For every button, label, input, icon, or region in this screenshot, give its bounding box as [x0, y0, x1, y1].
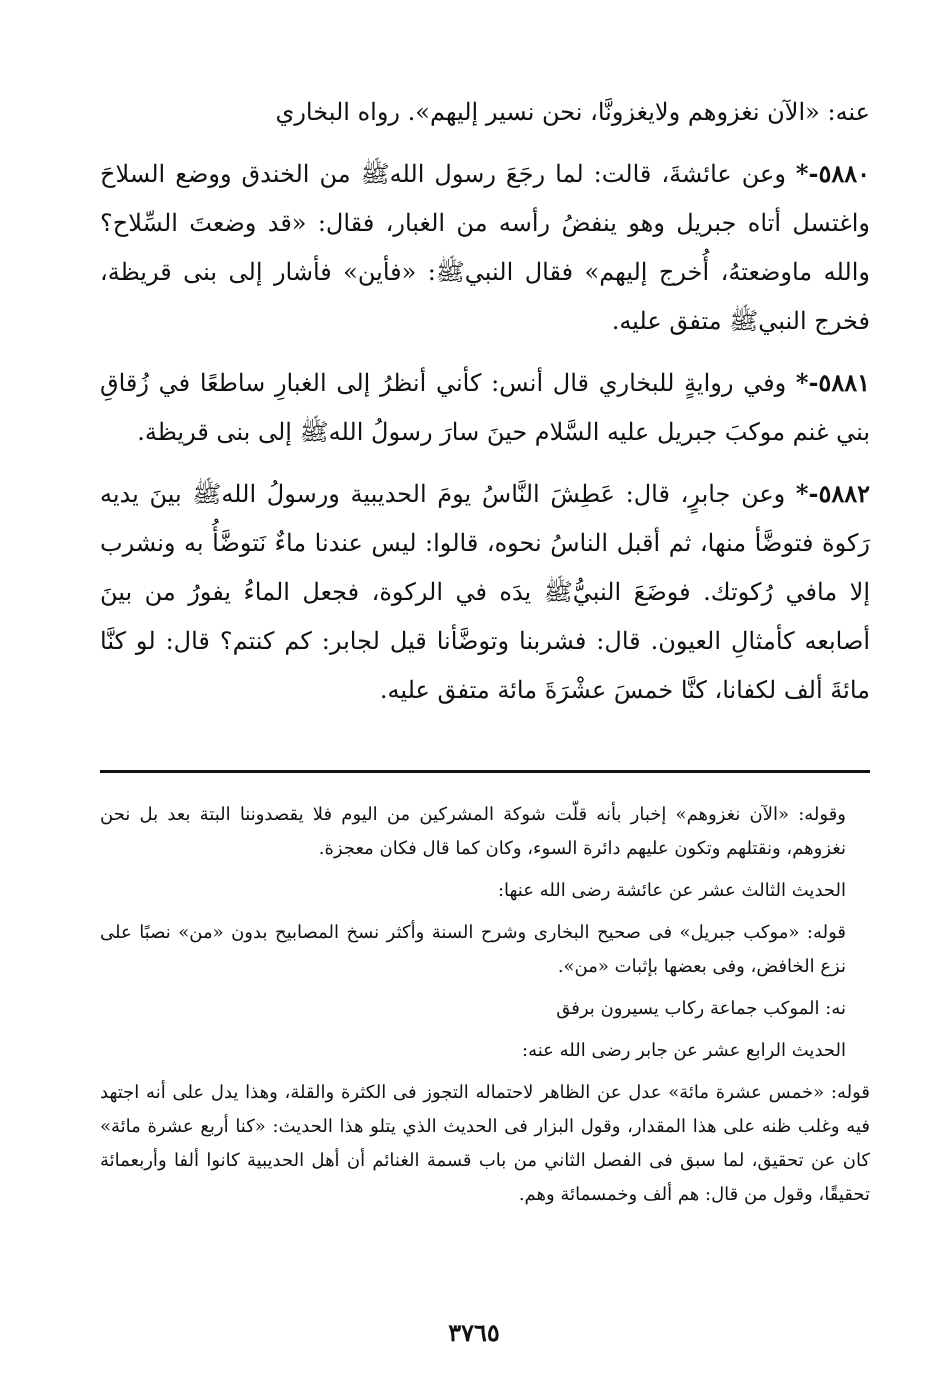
commentary-paragraph: نه: الموكب جماعة ركاب يسيرون برفق [556, 998, 846, 1019]
hadith-number: ٥٨٨١-* [795, 368, 870, 397]
hadith-text: وفي روايةٍ للبخاري قال أنس: كأني أنظرُ إلى الغبارِ ساطعًا في زُقاقِ بني غنم موكبَ جبريل عليه السَّلام حينَ سارَ رسولُ اللهﷺ إلى بنى قريظة. [100, 369, 870, 446]
commentary-paragraph: قوله: «خمس عشرة مائة» عدل عن الظاهر لاحتماله التجوز فى الكثرة والقلة، وهذا يدل على أنه اجتهد فيه وغلب ظنه على هذا المقدار، وقول البزار فى الحديث الذي يتلو هذا الحديث: «كنا أربع عشرة مائة» كان عن تحقيق، لما سبق فى الفصل الثاني من باب قسمة الغنائم أن أهل الحديبية كانوا ألفا وأربعمائة تحقيقًا، وقول من قال: هم ألف وخمسمائة وهم. [100, 1082, 870, 1205]
commentary-paragraph: قوله: «موكب جبريل» فى صحيح البخارى وشرح السنة وأكثر نسخ المصابيح بدون «من» نصبًا على نزع الخافض، وفى بعضها بإثبات «من». [100, 922, 846, 977]
commentary-heading: الحديث الثالث عشر عن عائشة رضى الله عنها: [497, 880, 846, 901]
hadith-5880 [100, 149, 870, 346]
page-number: ٣٧٦٥ [448, 1318, 500, 1347]
main-text [100, 88, 870, 727]
hadith-5882 [100, 469, 870, 715]
commentary-paragraph: وقوله: «الآن نغزوهم» إخبار بأنه قلّت شوكة المشركين من اليوم فلا يقصدوننا البتة بعد بل نحن نغزوهم، ونقتلهم وتكون عليهم دائرة السوء، وكان كما قال فكان معجزة. [100, 804, 846, 859]
main-first-line: عنه: «الآن نغزوهم ولايغزونَّا، نحن نسير إليهم». رواه البخاري [275, 98, 870, 126]
hadith-number: ٥٨٨٠-* [795, 159, 870, 188]
hadith-text: وعن عائشةَ، قالت: لما رجَعَ رسول اللهﷺ من الخندق ووضع السلاحَ واغتسل أتاه جبريل وهو ينفضُ رأسه من الغبار، فقال: «قد وضعتَ السِّلاح؟ والله ماوضعتهُ، أُخرج إليهم» فقال النبيﷺ: «فأين» فأشار إلى بنى قريظة، فخرج النبيﷺ متفق عليه. [100, 160, 870, 335]
commentary [100, 798, 870, 1220]
divider [100, 770, 870, 773]
hadith-5881 [100, 358, 870, 457]
hadith-text: وعن جابرٍ، قال: عَطِشَ النَّاسُ يومَ الحديبية ورسولُ اللهﷺ بينَ يديه رَكوة فتوضَّأ منها، ثم أقبل الناسُ نحوه، قالوا: ليس عندنا ماءٌ نَتوضَّأُ به ونشرب إلا مافي رُكوتك. فوضَعَ النبيُّﷺ يدَه في الركوة، فجعل الماءُ يفورُ من بينَ أصابعه كأمثالِ العيون. قال: فشربنا وتوضَّأنا قيل لجابر: كم كنتم؟ قال: لو كنَّا مائةَ ألف لكفانا، كنَّا خمسَ عشْرَةَ مائة متفق عليه. [100, 480, 871, 704]
commentary-heading: الحديث الرابع عشر عن جابر رضى الله عنه: [522, 1040, 846, 1061]
hadith-number: ٥٨٨٢-* [795, 479, 870, 508]
